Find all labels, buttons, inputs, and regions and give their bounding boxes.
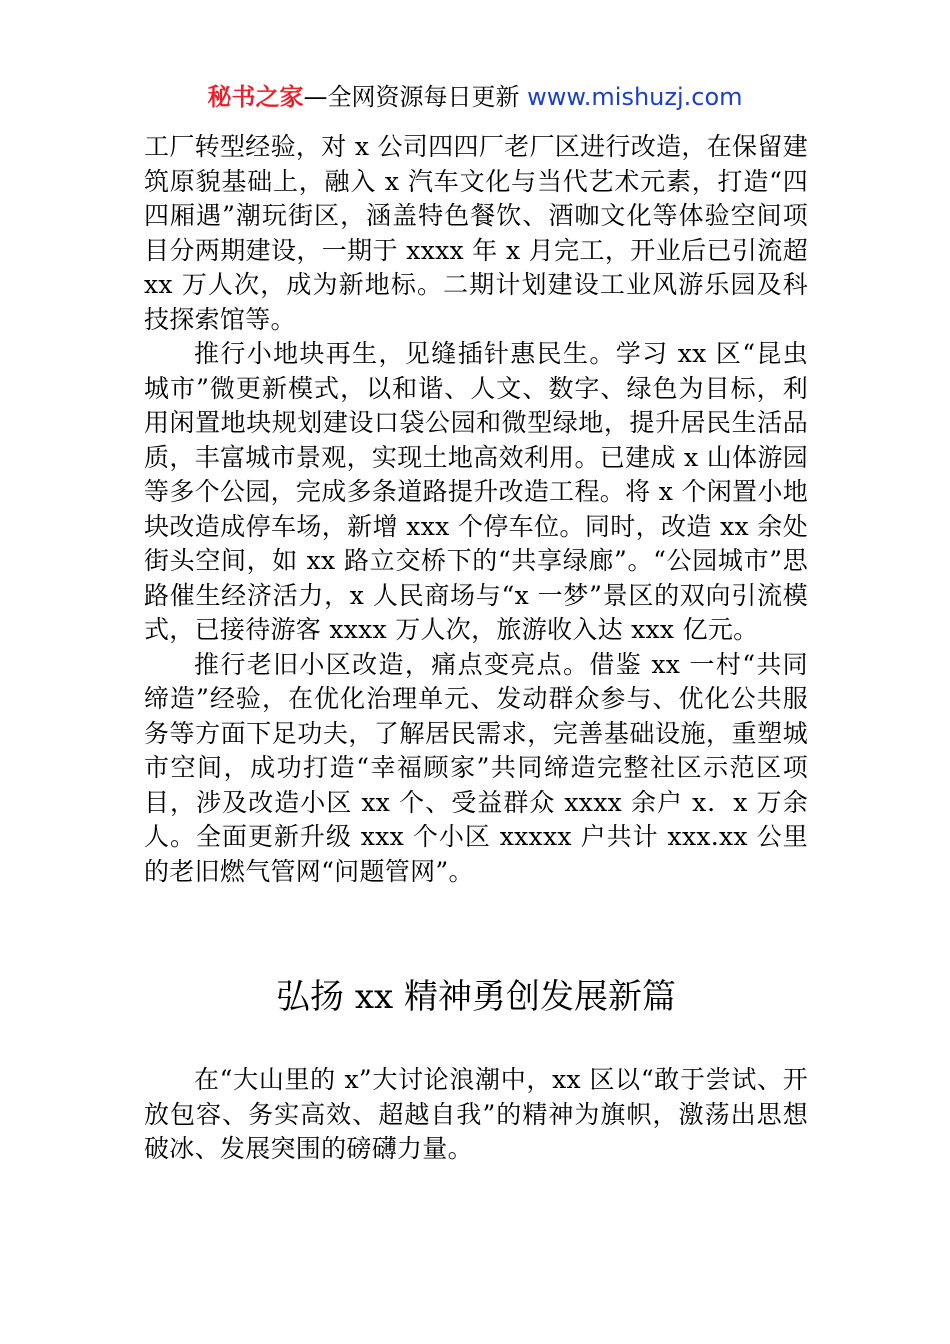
section-paragraph: 在“大山里的 x”大讨论浪潮中，xx 区以“敢于尝试、开放包容、务实高效、超越自我”的精神为旗帜，激荡出思想破冰、发展突围的磅礴力量。 [144, 1065, 808, 1163]
site-url: www.mishuzj.com [527, 83, 743, 111]
site-brand: 秘书之家 [207, 83, 304, 111]
site-tagline: —全网资源每日更新 [303, 83, 528, 111]
document-body [144, 130, 808, 1167]
site-header [0, 80, 950, 114]
section-title: 弘扬 xx 精神勇创发展新篇 [276, 977, 676, 1017]
paragraph-factory-transformation: 工厂转型经验，对 x 公司四四厂老厂区进行改造，在保留建筑原貌基础上，融入 x 汽车文化与当代艺术元素，打造“四四厢遇”潮玩街区，涵盖特色餐饮、酒咖文化等体验空间项目分两期建设，一期于 xxxx 年 x 月完工，开业后已引流超 xx 万人次，成为新地标。二期计划建设工业风游乐园及科技探索馆等。 [144, 132, 808, 334]
paragraph-small-plot-renewal: 推行小地块再生，见缝插针惠民生。学习 xx 区“昆虫城市”微更新模式，以和谐、人文、数字、绿色为目标，利用闲置地块规划建设口袋公园和微型绿地，提升居民生活品质，丰富城市景观，实现土地高效利用。已建成 x 山体游园等多个公园，完成多条道路提升改造工程。将 x 个闲置小地块改造成停车场，新增 xxx 个停车位。同时，改造 xx 余处街头空间，如 xx 路立交桥下的“共享绿廊”。“公园城市”思路催生经济活力，x 人民商场与“x 一梦”景区的双向引流模式，已接待游客 xxxx 万人次，旅游收入达 xxx 亿元。 [144, 339, 808, 644]
paragraph-old-community-renovation: 推行老旧小区改造，痛点变亮点。借鉴 xx 一村“共同缔造”经验，在优化治理单元、发动群众参与、优化公共服务等方面下足功夫，了解居民需求，完善基础设施，重塑城市空间，成功打造“幸福顾家”共同缔造完整社区示范区项目，涉及改造小区 xx 个、受益群众 xxxx 余户 x．x 万余人。全面更新升级 xxx 个小区 xxxxx 户共计 xxx.xx 公里的老旧燃气管网“问题管网”。 [144, 649, 808, 886]
